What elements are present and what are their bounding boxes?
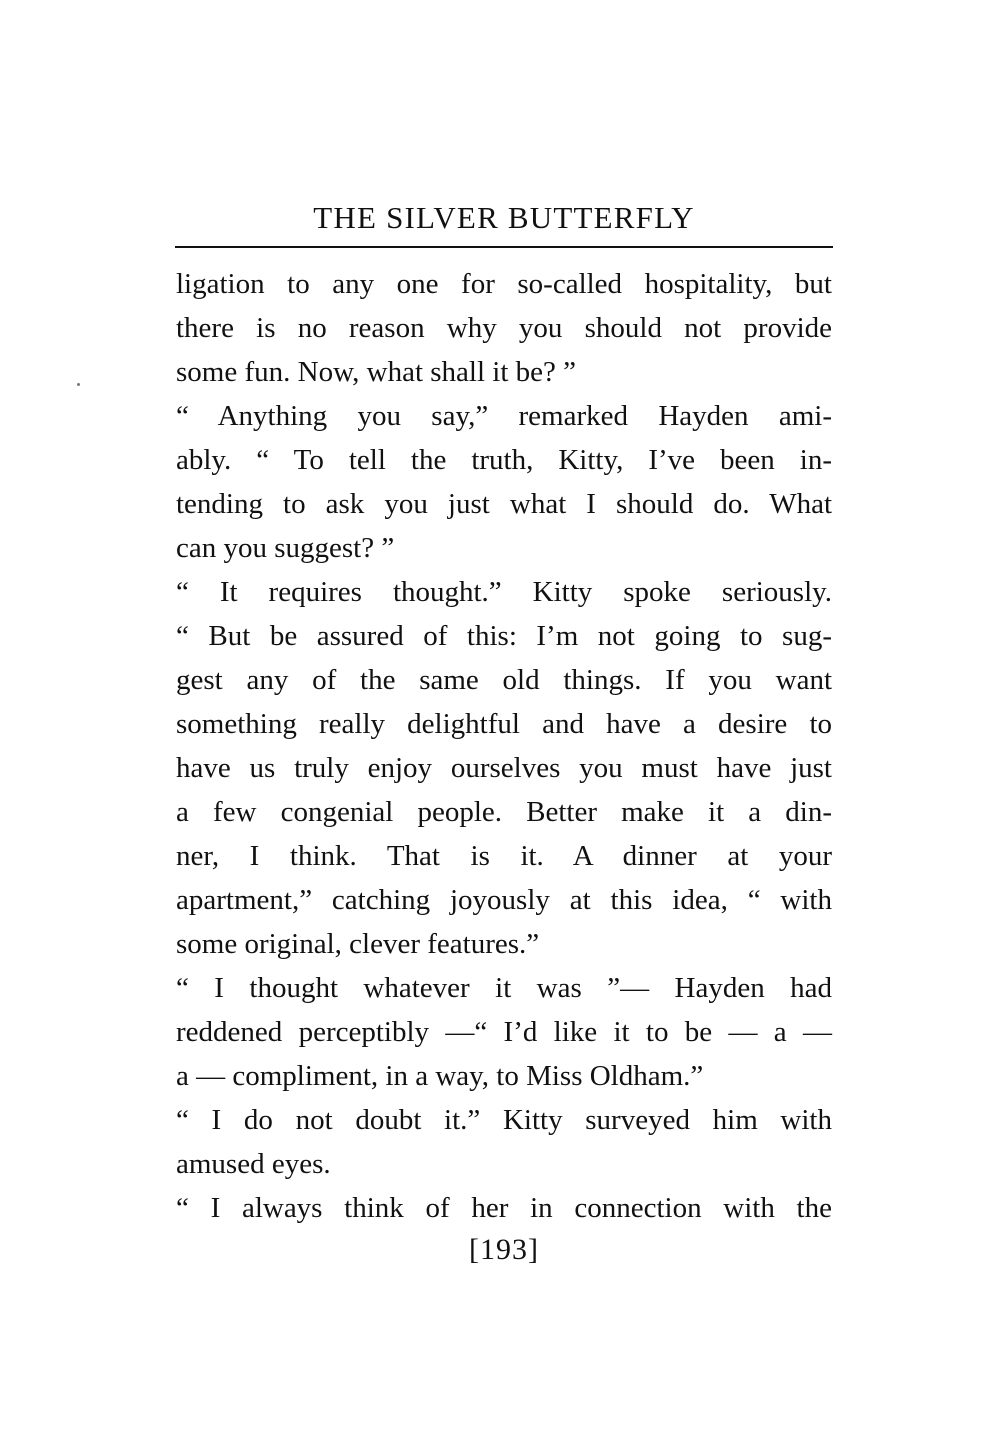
body-text (176, 262, 832, 1230)
text-line: “ It requires thought.” Kitty spoke seriously. (176, 576, 832, 608)
text-line: apartment,” catching joyously at this idea, “ with (176, 884, 832, 916)
text-line: amused eyes. (176, 1148, 331, 1180)
text-line: “ I always think of her in connection with the (176, 1192, 832, 1224)
text-line: a — compliment, in a way, to Miss Oldham.” (176, 1060, 704, 1092)
text-line: tending to ask you just what I should do. What (176, 488, 832, 520)
text-line: reddened perceptibly —“ I’d like it to be — a — (176, 1016, 832, 1048)
text-line: some fun. Now, what shall it be? ” (176, 356, 576, 388)
header-rule (175, 246, 833, 248)
text-line: a few congenial people. Better make it a din- (176, 796, 832, 828)
paper-speck (77, 383, 80, 386)
text-line: “ I do not doubt it.” Kitty surveyed him with (176, 1104, 832, 1136)
text-line: “ Anything you say,” remarked Hayden ami- (176, 400, 832, 432)
text-line: ably. “ To tell the truth, Kitty, I’ve been in- (176, 444, 832, 476)
text-line: ligation to any one for so-called hospitality, but (176, 268, 832, 300)
running-title: THE SILVER BUTTERFLY (313, 200, 695, 235)
text-line: some original, clever features.” (176, 928, 540, 960)
page-number: [193] (469, 1233, 539, 1266)
text-line: “ I thought whatever it was ”— Hayden had (176, 972, 832, 1004)
text-line: something really delightful and have a desire to (176, 708, 832, 740)
text-line: can you suggest? ” (176, 532, 395, 564)
text-line: ner, I think. That is it. A dinner at your (176, 840, 832, 872)
text-line: there is no reason why you should not provide (176, 312, 832, 344)
text-line: “ But be assured of this: I’m not going to sug- (176, 620, 832, 652)
text-line: have us truly enjoy ourselves you must have just (176, 752, 832, 784)
text-line: gest any of the same old things. If you want (176, 664, 832, 696)
